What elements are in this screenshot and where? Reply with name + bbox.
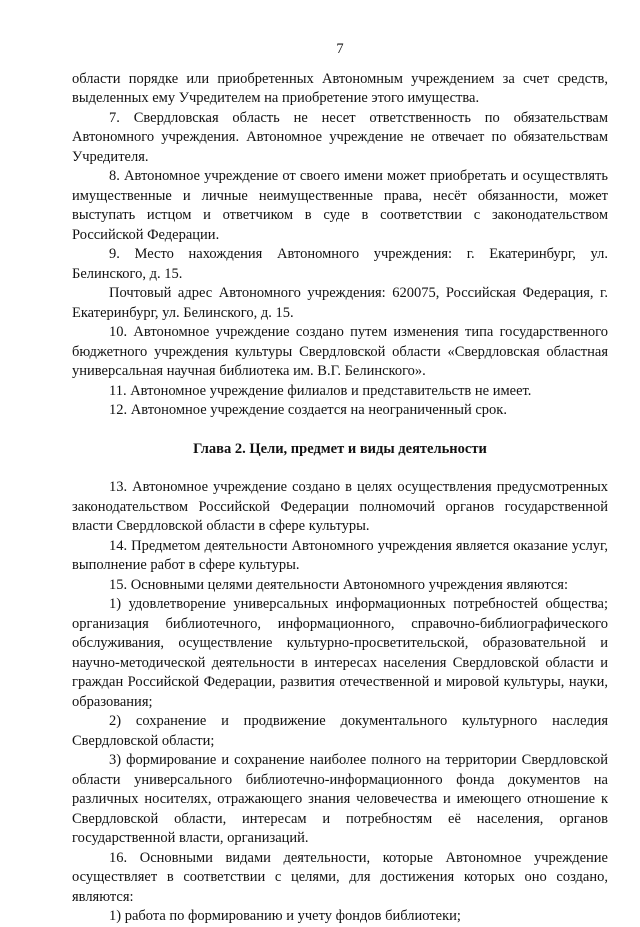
paragraph-10: 10. Автономное учреждение создано путем изменения типа государственного бюджетного учреждения культуры Свердловской области «Свердловская областная универсальная научная библиотека им. В.Г. Белинского». bbox=[72, 324, 608, 379]
list-item-15-3: 3) формирование и сохранение наиболее полного на территории Свердловской области универсального библиотечно-информационного фонда документов на различных носителях, отражающего знания человечества и имеющего отношение к Свердловской области, интересам и потребностям её населения, органов государственной власти, организаций. bbox=[72, 752, 608, 846]
paragraph-16: 16. Основными видами деятельности, которые Автономное учреждение осуществляет в соответствии с целями, для достижения которых оно создано, являются: bbox=[72, 849, 608, 905]
list-item-15-2: 2) сохранение и продвижение документального культурного наследия Свердловской области; bbox=[72, 713, 608, 749]
list-item-16-1: 1) работа по формированию и учету фондов библиотеки; bbox=[109, 908, 461, 924]
paragraph-7: 7. Свердловская область не несет ответственность по обязательствам Автономного учреждения. Автономное учреждение не отвечает по обязательствам Учредителя. bbox=[72, 109, 608, 165]
paragraphs-after bbox=[72, 478, 608, 927]
paragraph-13: 13. Автономное учреждение создано в целях осуществления предусмотренных законодательством Российской Федерации полномочий органов государственной власти Свердловской области в сфере культуры. bbox=[72, 479, 608, 534]
paragraph-9: 9. Место нахождения Автономного учреждения: г. Екатеринбург, ул. Белинского, д. 15. bbox=[72, 246, 608, 282]
paragraph-12: 12. Автономное учреждение создается на неограниченный срок. bbox=[109, 402, 507, 418]
chapter-heading: Глава 2. Цели, предмет и виды деятельности bbox=[193, 440, 487, 457]
paragraph-continuation: области порядке или приобретенных Автономным учреждением за счет средств, выделенных ему Учредителем на приобретение этого имущества. bbox=[72, 70, 608, 106]
paragraph-postal-address: Почтовый адрес Автономного учреждения: 620075, Российская Федерация, г. Екатеринбург, ул. Белинского, д. 15. bbox=[72, 285, 608, 321]
paragraph-8: 8. Автономное учреждение от своего имени может приобретать и осуществлять имущественные и личные неимущественные права, несёт обязанности, может выступать истцом и ответчиком в суде в соответствии с законодательством Российской Федерации. bbox=[72, 168, 608, 243]
paragraph-15: 15. Основными целями деятельности Автономного учреждения являются: bbox=[109, 576, 568, 593]
list-item-15-1: 1) удовлетворение универсальных информационных потребностей общества; организация библиотечного, информационного, справочно-библиографического обслуживания, осуществление культурно-просветительской, образовательной и научно-методической деятельности в интересах населения Свердловской области и граждан Российской Федерации, развития отечественной и мировой культуры, науки, образования; bbox=[72, 596, 608, 710]
paragraph-14: 14. Предметом деятельности Автономного учреждения является оказание услуг, выполнение работ в сфере культуры. bbox=[72, 537, 608, 573]
page-number: 7 bbox=[336, 41, 344, 57]
paragraph-11: 11. Автономное учреждение филиалов и представительств не имеет. bbox=[109, 382, 532, 399]
paragraphs-before bbox=[72, 70, 608, 421]
